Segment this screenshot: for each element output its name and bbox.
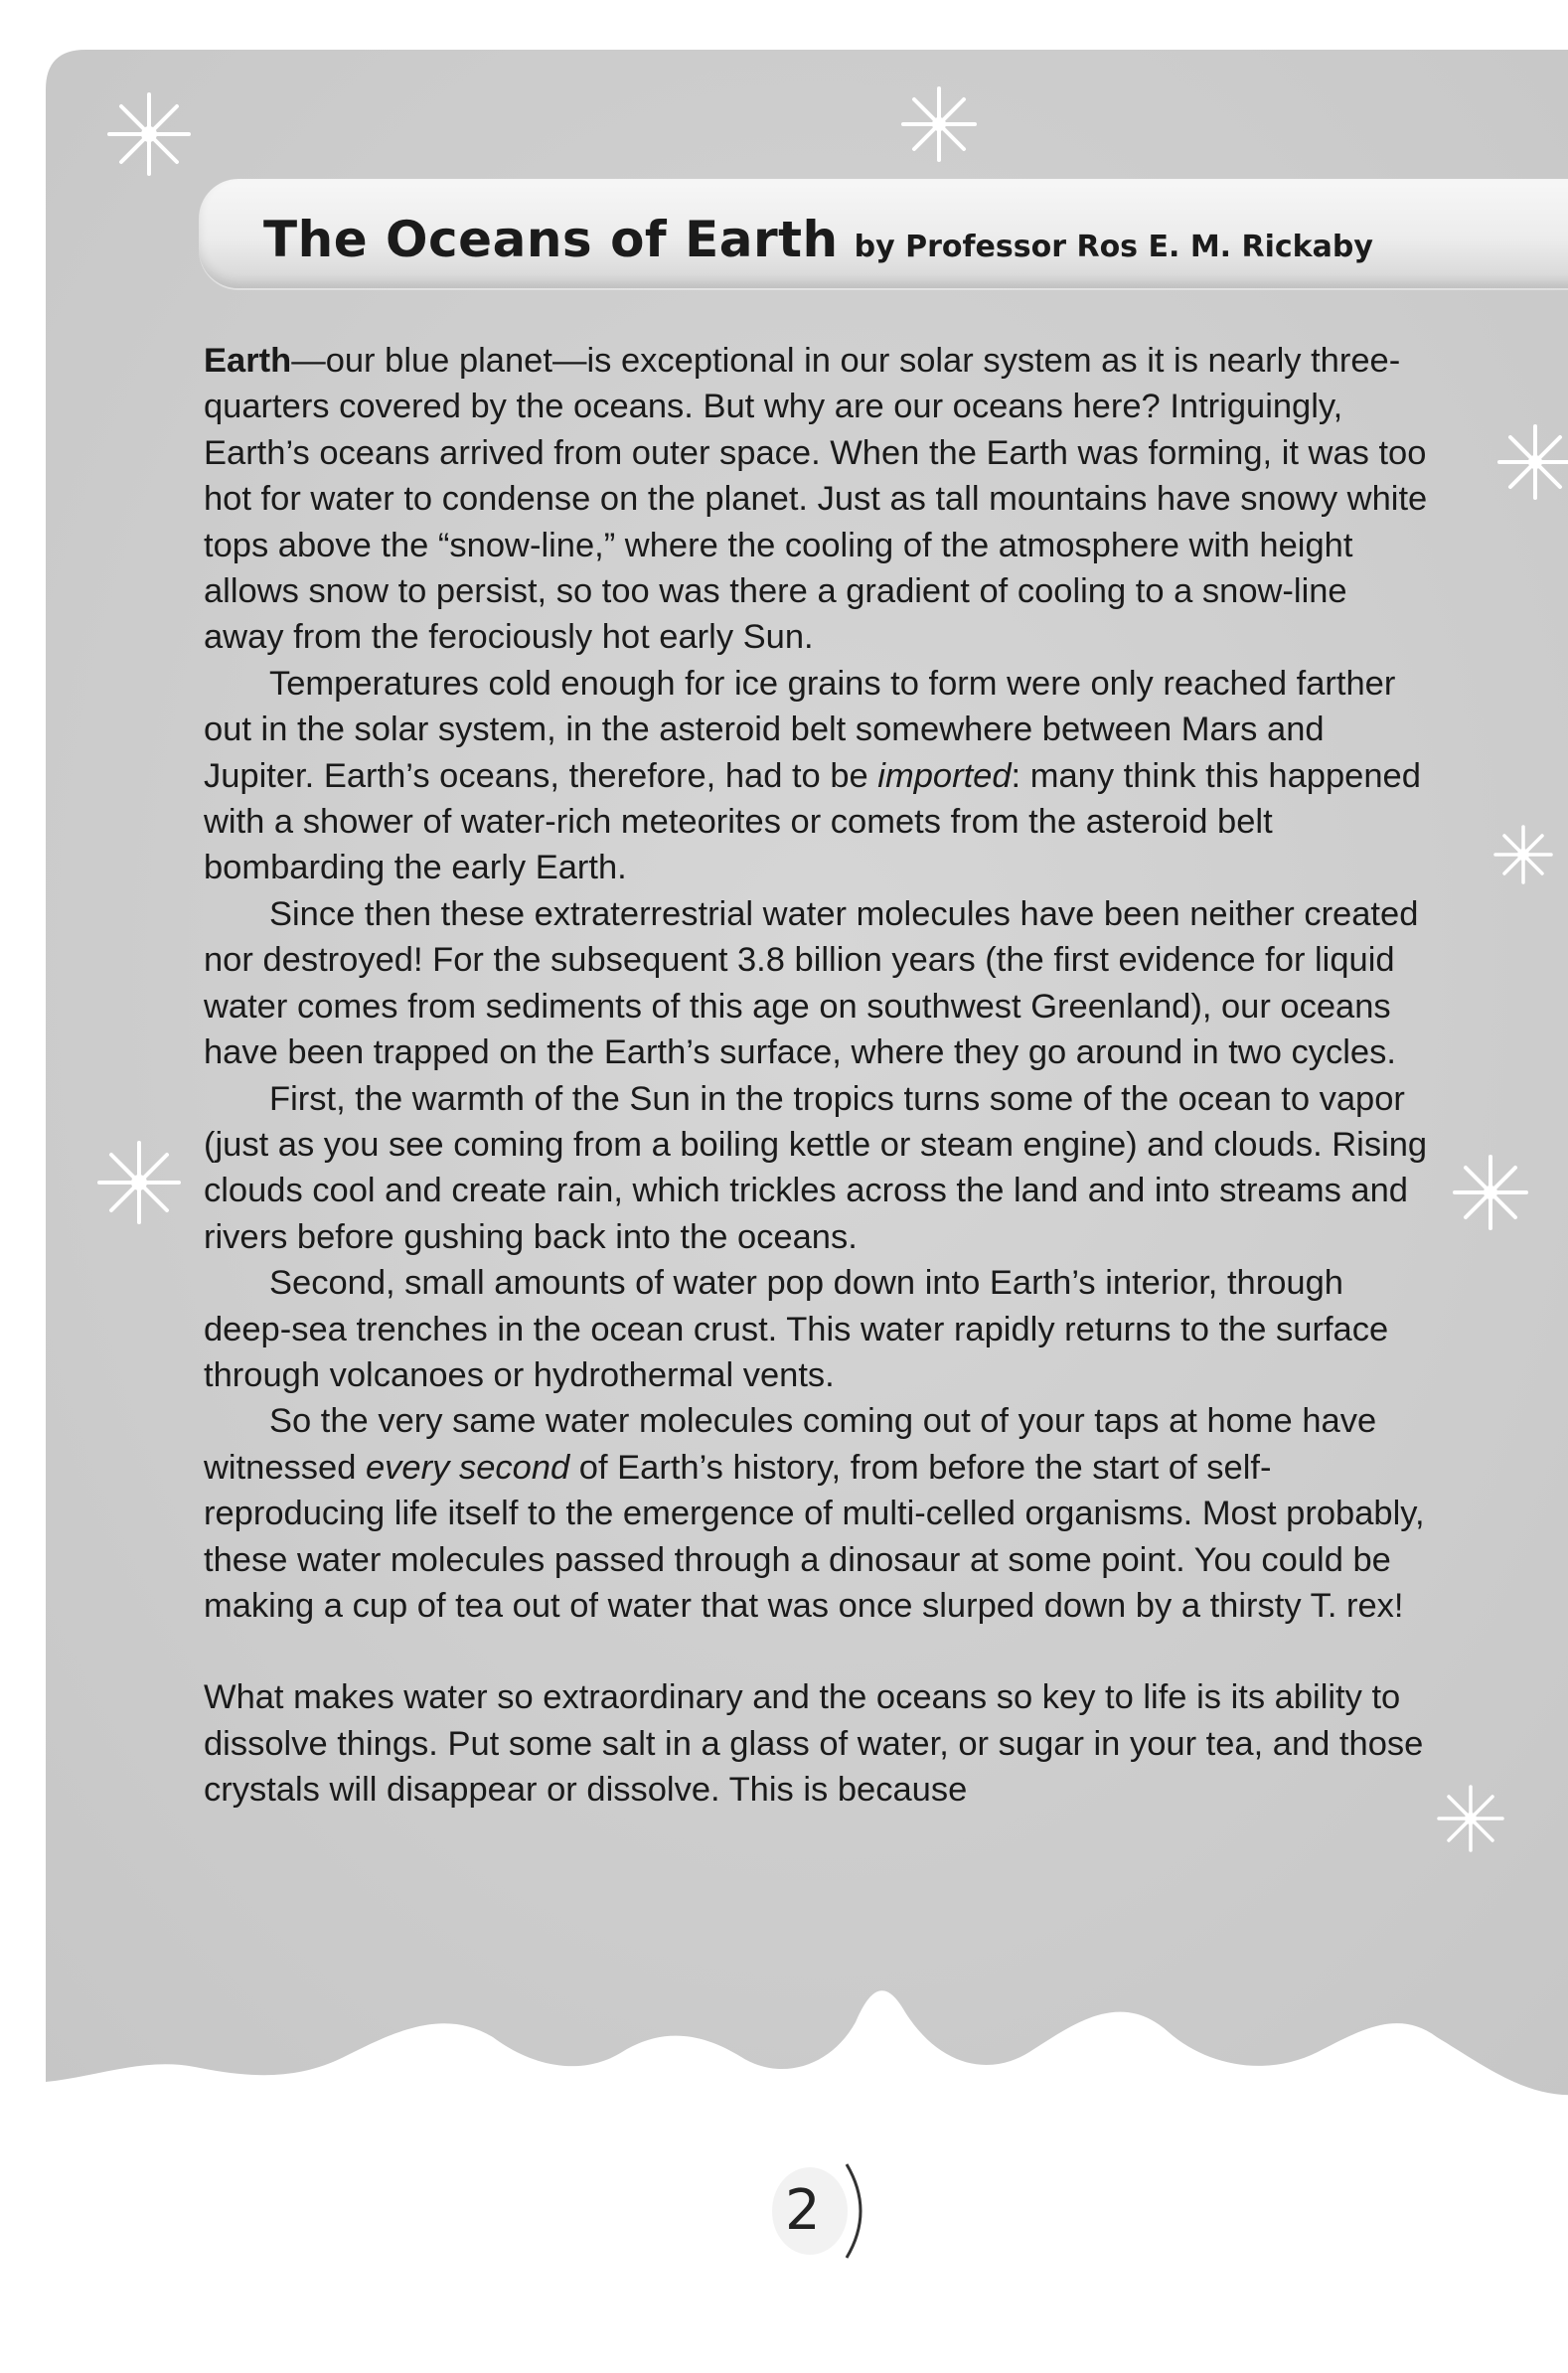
sparkle-icon: [99, 84, 199, 184]
paragraph-2: Temperatures cold enough for ice grains to form were only reached farther out in the solar system, in the asteroid belt somewhere between Mars and Jupiter. Earth’s oceans, therefore, had to be imported: many think this happened with a shower of water-rich meteorites or comets from the asteroid belt bombarding the early Earth.: [204, 664, 1421, 887]
article-title: The Oceans of Earth: [263, 211, 839, 268]
paragraph-1: Earth—our blue planet—is exceptional in our solar system as it is nearly three-quarters covered by the oceans. But why are our oceans here? Intriguingly, Earth’s oceans arrived from outer space. When the Earth was forming, it was too hot for water to condense on the planet. Just as tall mountains have snowy white tops above the “snow-line,” where the cooling of the atmosphere with height allows snow to persist, so too was there a gradient of cooling to a snow-line away from the ferociously hot early Sun.: [204, 342, 1428, 657]
article-byline: by Professor Ros E. M. Rickaby: [854, 230, 1373, 264]
sparkle-icon: [894, 79, 984, 169]
paragraph-3: Since then these extraterrestrial water molecules have been neither created nor destroyed! For the subsequent 3.8 billion years (the first evidence for liquid water comes from sediments of this age on southwest Greenland), our oceans have been trapped on the Earth’s surface, where they go around in two cycles.: [204, 894, 1419, 1072]
sparkle-icon: [1446, 1148, 1535, 1237]
emphasis-every-second: every second: [366, 1448, 570, 1487]
lead-word: Earth: [204, 342, 292, 380]
sparkle-icon: [89, 1133, 189, 1232]
paragraph-4: First, the warmth of the Sun in the tropics turns some of the ocean to vapor (just as you see coming from a boiling kettle or steam engine) and clouds. Rising clouds cool and create rain, which trickles across the land and into streams and rivers before gushing back into the oceans.: [204, 1079, 1428, 1256]
paragraph-7: What makes water so extraordinary and the oceans so key to life is its ability to dissolve things. Put some salt in a glass of water, or sugar in your tea, and those crystals will disappear or dissolve. This is because: [204, 1678, 1424, 1810]
paragraph-5: Second, small amounts of water pop down into Earth’s interior, through deep-sea trenches in the ocean crust. This water rapidly returns to the surface through volcanoes or hydrothermal vents.: [204, 1264, 1389, 1394]
page-number: 2: [755, 2156, 874, 2266]
sparkle-icon: [1489, 820, 1558, 889]
sparkle-icon: [1490, 417, 1568, 507]
article-body: [204, 338, 1436, 1814]
paragraph-6: So the very same water molecules coming out of your taps at home have witnessed every second of Earth’s history, from before the start of self-reproducing life itself to the emergence of multi-celled organisms. Most probably, these water molecules passed through a dinosaur at some point. You could be making a cup of tea out of water that was once slurped down by a thirsty T. rex!: [204, 1402, 1425, 1625]
emphasis-imported: imported: [877, 756, 1012, 795]
page-header: [263, 211, 1373, 268]
sparkle-icon: [1431, 1779, 1510, 1858]
